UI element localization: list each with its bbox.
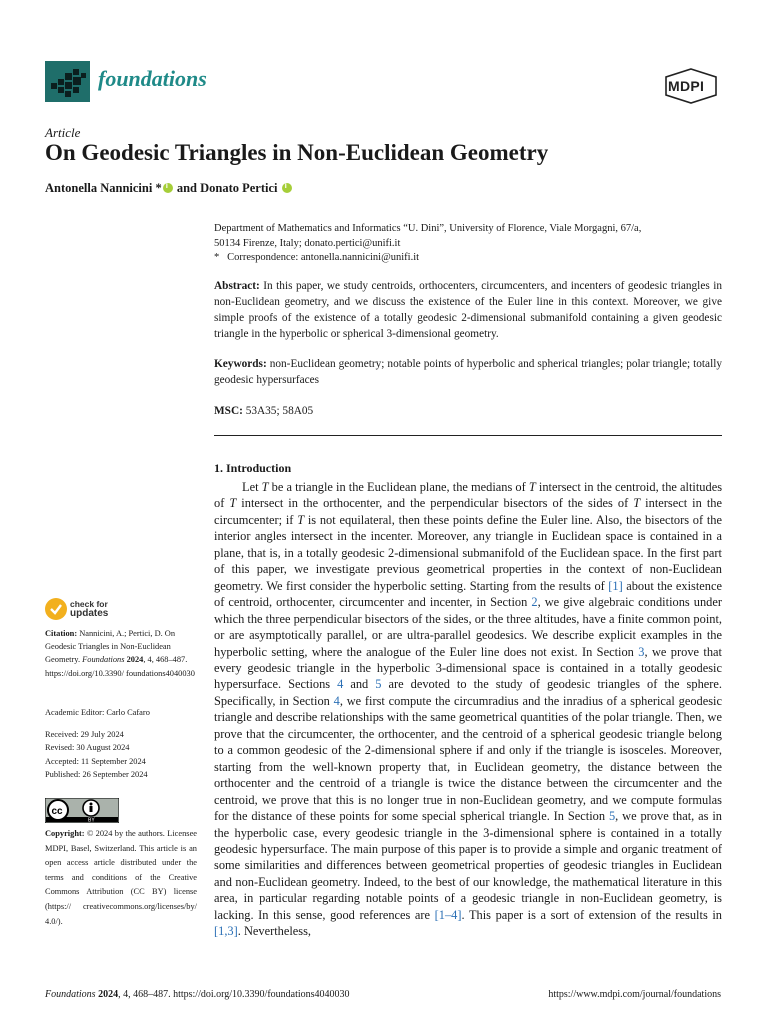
svg-text:BY: BY [88, 817, 95, 823]
ref-link[interactable]: [1–4] [434, 907, 462, 922]
msc [214, 403, 722, 419]
ref-link[interactable]: [1] [608, 578, 623, 593]
section-link[interactable]: 5 [375, 677, 382, 692]
accepted-date: Accepted: 11 September 2024 [45, 756, 146, 766]
section-link[interactable]: 4 [337, 677, 344, 692]
orcid-icon[interactable] [163, 183, 173, 193]
section-link[interactable]: 5 [608, 809, 616, 824]
keywords [214, 356, 722, 388]
abstract [214, 278, 722, 342]
msc-label: MSC: [214, 405, 243, 417]
page-title: On Geodesic Triangles in Non-Euclidean Geometry [45, 140, 549, 165]
keywords-text: non-Euclidean geometry; notable points of hyperbolic and spherical triangles; polar triangle; totally geodesic hypersurfaces [214, 358, 722, 386]
citation: Citation: Nannicini, A.; Pertici, D. On Geodesic Triangles in Non-Euclidean Geometry. Foundations 2024, 4, 468–487. https://doi.org/10.3390/ foundations4040030 [45, 629, 195, 678]
section-link[interactable]: 4 [333, 693, 340, 708]
correspondence: * Correspondence: antonella.nannicini@unifi.it [214, 252, 420, 263]
corresponding-mark: * [155, 181, 162, 195]
copyright: Copyright: © 2024 by the authors. Licensee MDPI, Basel, Switzerland. This article is an open access article distributed under the terms and conditions of the Creative Commons Attribution (CC BY) license (https:// creativecommons.org/licenses/by/ 4.0/). [45, 829, 197, 926]
author-name[interactable]: Antonella Nannicini [45, 181, 153, 195]
journal-name: foundations [98, 66, 207, 91]
divider [214, 435, 722, 436]
cc-by-license-icon[interactable] [45, 798, 119, 823]
affiliation-line: Department of Mathematics and Informatics “U. Dini”, University of Florence, Viale Morgagni, 67/a, [214, 223, 642, 234]
abstract-label: Abstract: [214, 280, 260, 292]
msc-text: 53A35; 58A05 [245, 405, 314, 417]
author-list [45, 181, 293, 196]
intro-text: Let T be a triangle in the Euclidean plane, the medians of T intersect in the centroid, the altitudes of T intersect in the orthocenter, and the perpendicular bisectors of the sides of T intersect in the circumcenter; if T is not equilateral, then these points define the Euler line. Also, the bisectors of the interior angles intersect in the incenter. Moreover, any triangle in Euclidean space is contained in a plane, that is, in a totally geodesic 2-dimensional submanifold of the Euclidean space. In the first part of this paper, we investigate previous geometrical properties in the context of non-Euclidean geometry. We first consider the hyperbolic setting. Starting from the results of [1] about the existence of centroid, orthocenter, circumcenter and incenter, in Section 2, we give algebraic conditions under which the three perpendicular bisectors of the sides, or the three altitudes, have a finite common point, or are asymptotically parallel, or are ultra-parallel geodesics. We describe explicit examples in the hyperbolic setting, where the analogue of the Euler line does not exist. In Section 3, we prove that every geodesic triangle in the hyperbolic 3-dimensional space is contained in a totally geodesic hypersurface. Sections 4 and 5 are devoted to the study of geodesic triangles of the sphere. Specifically, in Section 4, we first compute the circumradius and the inradius of a spherical geodesic triangle and describe relationships with the same geometrical quantities of the polar triangle. Then, we prove that the circumcenter, the orthocenter, and the centroid of a spherical geodesic triangle belong to a common geodesic of the 2-dimensional sphere if and only if the triangle is isosceles. Moreover, starting from the well-known property that, in Euclidean geometry, the distance between the orthocenter and the centroid of a triangle is twice the distance between the circumcenter and the centroid, we prove that this is no longer true in non-Euclidean geometry, and we compute formulas for the distance of these points for some special spherical triangle. In Section 5, we prove that, as in the hyperbolic case, every geodesic triangle in the 3-dimensional sphere is contained in a totally geodesic hypersurface. The main purpose of this paper is to provide a simple and organic treatment of some similarities and differences between geometrical properties of geodesic triangles in Euclidean and non-Euclidean geometry. Indeed, to the best of our knowledge, the mathematical literature in this area, in particular regarding notable points of a geodesic triangle in non-Euclidean geometry, is lacking. In this sense, good references are [1–4]. This paper is a sort of extension of the results in [1,3]. Nevertheless, [214, 480, 723, 939]
author-separator: and [176, 181, 197, 195]
check-updates-button[interactable]: check for updates [70, 599, 109, 619]
orcid-icon[interactable] [282, 183, 292, 193]
publisher-name: MDPI [668, 78, 705, 94]
dates [45, 728, 203, 782]
abstract-text: In this paper, we study centroids, orthocenters, circumcenters, and incenters of geodesic triangles in non-Euclidean geometry, and we discuss the existence of the Euler line in this context. Moreover, we give simple proofs of the existence of a totally geodesic 2-dimensional submanifold containing a given geodesic triangle in the hyperbolic or spherical 3-dimensional geometry. [214, 280, 722, 340]
published-date: Published: 26 September 2024 [45, 770, 148, 780]
affiliation [214, 222, 729, 266]
keywords-label: Keywords: [214, 358, 267, 370]
academic-editor: Academic Editor: Carlo Cafaro [45, 708, 150, 717]
revised-date: Revised: 30 August 2024 [45, 743, 130, 753]
check-updates-icon[interactable] [45, 598, 67, 620]
footer-citation: Foundations 2024, 4, 468–487. https://doi.org/10.3390/foundations4040030 [45, 989, 350, 1000]
section-heading: 1. Introduction [214, 461, 292, 475]
footer-url[interactable]: https://www.mdpi.com/journal/foundations [548, 989, 721, 1000]
journal-logo [45, 61, 90, 102]
section-link[interactable]: 3 [638, 644, 645, 659]
svg-text:cc: cc [51, 806, 63, 817]
received-date: Received: 29 July 2024 [45, 730, 124, 739]
author-name[interactable]: Donato Pertici [200, 181, 278, 195]
affiliation-line: 50134 Firenze, Italy; donato.pertici@unifi.it [214, 237, 401, 249]
ref-link[interactable]: [1,3] [214, 924, 238, 939]
article-type: Article [45, 125, 81, 140]
section-link[interactable]: 2 [531, 595, 538, 610]
